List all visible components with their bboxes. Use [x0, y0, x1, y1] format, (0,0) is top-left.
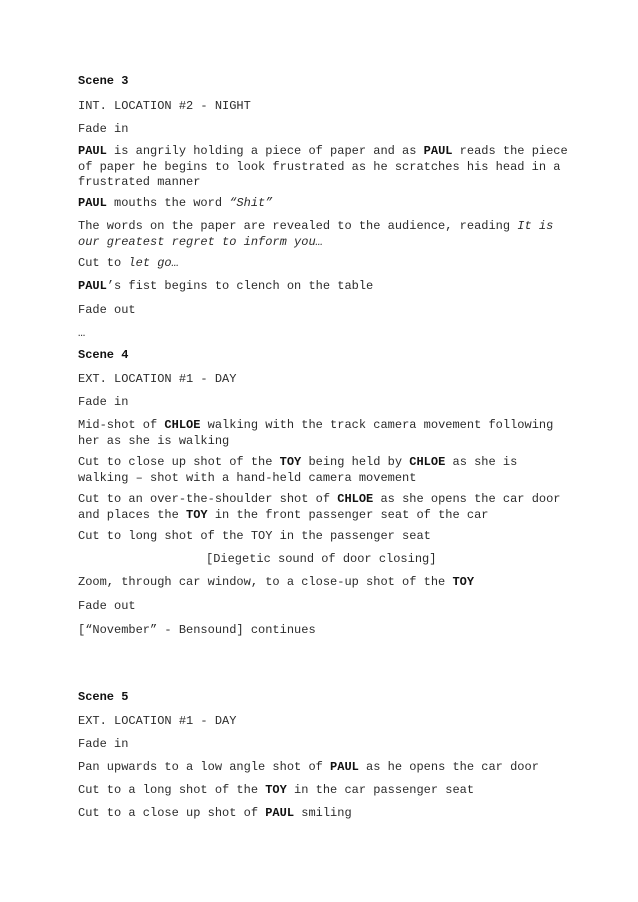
scene-3-heading: Scene 3: [78, 74, 129, 88]
scene-5-slugline: EXT. LOCATION #1 - DAY: [78, 714, 237, 728]
character-paul: PAUL: [78, 196, 107, 210]
scene-3-action-4: PAUL’s fist begins to clench on the table: [78, 279, 374, 293]
scene-4-action-1-line-1: Mid-shot of CHLOE walking with the track camera movement following: [78, 418, 554, 432]
scene-4-fade-in: Fade in: [78, 395, 129, 409]
scene-5-action-2: Cut to a long shot of the TOY in the car passenger seat: [78, 783, 475, 797]
scene-4-action-1-line-2: her as she is walking: [78, 433, 230, 448]
character-paul: PAUL: [423, 144, 453, 158]
scene-3-fade-in: Fade in: [78, 122, 129, 136]
scene-4-action-3-line-2: and places the TOY in the front passenger seat of the car: [78, 507, 489, 522]
scene-3-ellipsis: …: [78, 326, 86, 340]
scene-4-music-cue: [“November” - Bensound] continues: [78, 623, 316, 637]
scene-5-heading: Scene 5: [78, 690, 129, 704]
character-chloe: CHLOE: [409, 455, 446, 469]
scene-4-action-3-line-1: Cut to an over-the-shoulder shot of CHLOE as she opens the car door: [78, 492, 561, 506]
character-chloe: CHLOE: [164, 418, 201, 432]
item-toy: TOY: [186, 507, 208, 522]
scene-3-action-2: PAUL mouths the word “Shit”: [78, 196, 273, 210]
scene-3-action-1-line-1: PAUL is angrily holding a piece of paper and as PAUL reads the piece: [78, 144, 568, 158]
item-toy: TOY: [452, 575, 475, 589]
character-chloe: CHLOE: [337, 492, 374, 506]
scene-4-action-2-line-1: Cut to close up shot of the TOY being held by CHLOE as she is: [78, 455, 518, 469]
character-paul: PAUL: [330, 760, 359, 774]
character-paul: PAUL: [78, 144, 107, 158]
scene-3-action-3-line-1: The words on the paper are revealed to the audience, reading It is: [78, 219, 554, 233]
scene-3-action-1-line-3: frustrated manner: [78, 175, 201, 189]
scene-4-sound-cue: [Diegetic sound of door closing]: [206, 552, 437, 566]
scene-3-slugline: INT. LOCATION #2 - NIGHT: [78, 99, 251, 113]
scene-5-action-3: Cut to a close up shot of PAUL smiling: [78, 806, 352, 820]
scene-4-slugline: EXT. LOCATION #1 - DAY: [78, 372, 237, 386]
scene-5-action-1: Pan upwards to a low angle shot of PAUL as he opens the car door: [78, 760, 539, 774]
scene-4-action-5: Zoom, through car window, to a close-up shot of the TOY: [78, 575, 475, 589]
scene-3-action-3-line-2: our greatest regret to inform you…: [78, 234, 323, 249]
scene-3-action-1-line-2: of paper he begins to look frustrated as he scratches his head in a: [78, 159, 561, 174]
item-toy: TOY: [265, 783, 287, 797]
scene-3-fade-out: Fade out: [78, 303, 136, 317]
scene-4-fade-out: Fade out: [78, 599, 136, 613]
scene-4-action-4: Cut to long shot of the TOY in the passenger seat: [78, 529, 431, 543]
item-toy: TOY: [279, 455, 302, 469]
scene-4-heading: Scene 4: [78, 348, 129, 362]
character-paul: PAUL: [78, 279, 107, 293]
scene-4-action-2-line-2: walking – shot with a hand-held camera movement: [78, 470, 417, 485]
scene-3-cut: Cut to let go…: [78, 256, 179, 270]
scene-5-fade-in: Fade in: [78, 737, 129, 751]
character-paul: PAUL: [265, 806, 295, 820]
